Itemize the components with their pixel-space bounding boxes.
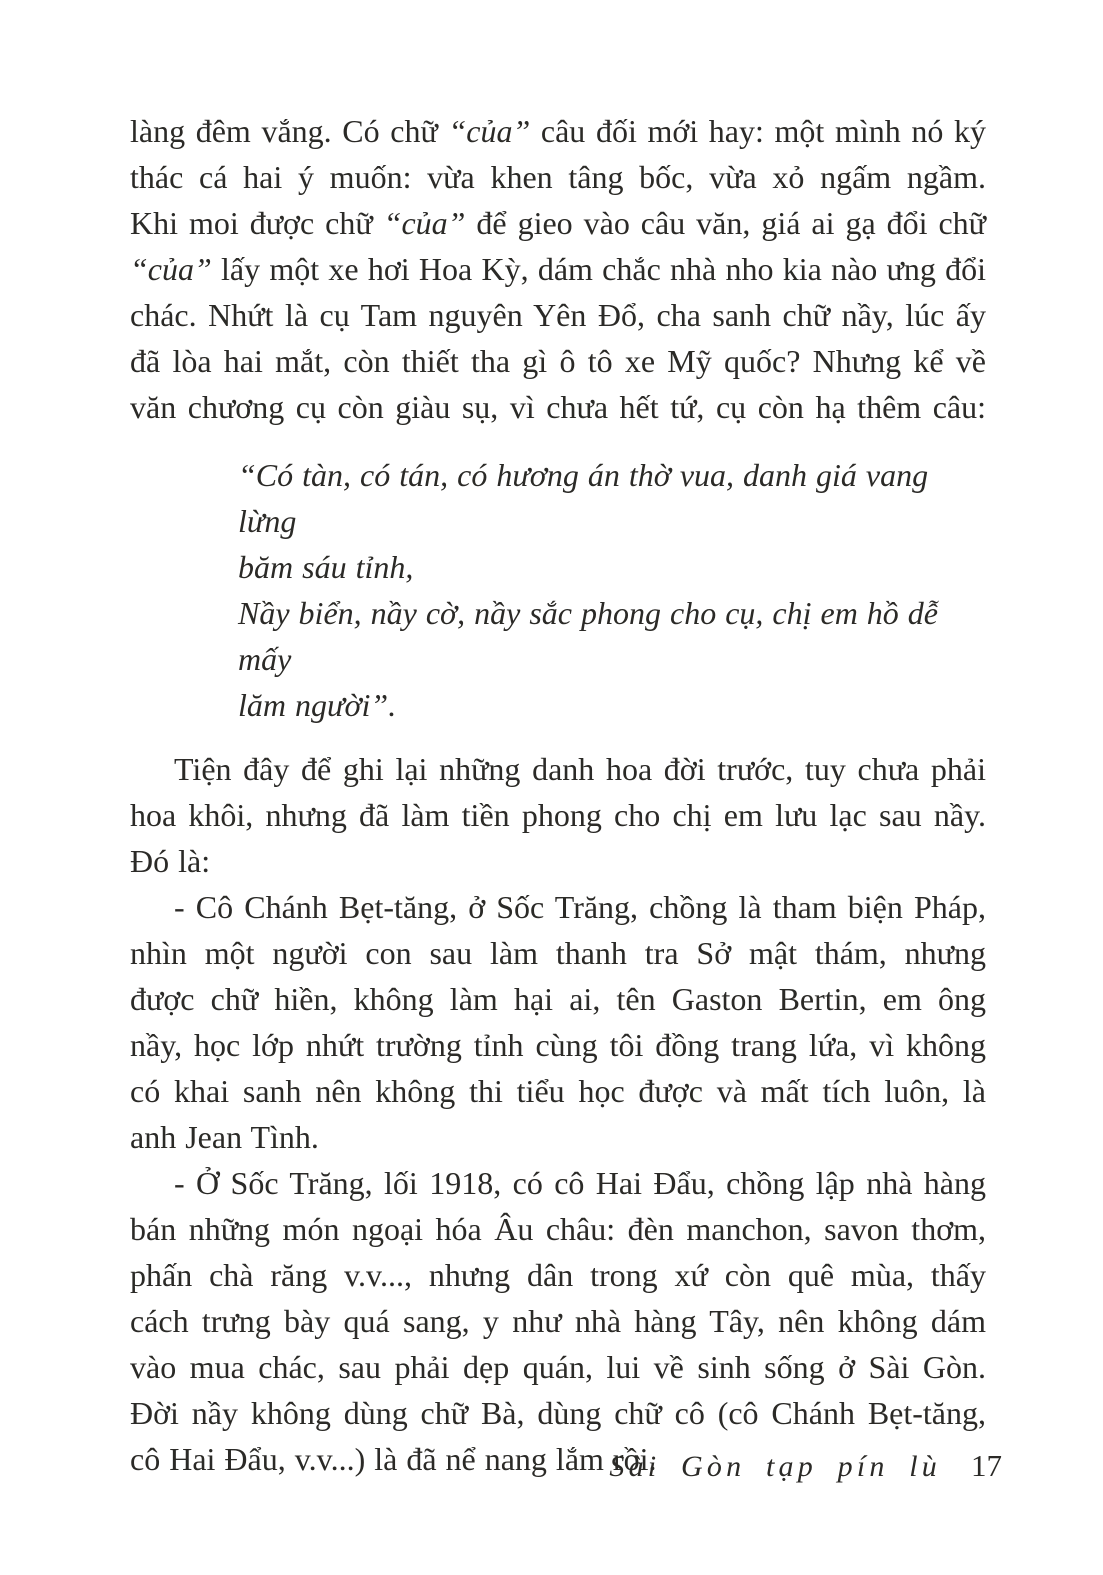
text-line xyxy=(130,1298,986,1344)
text-segment: để gieo vào câu văn, giá ai gạ đổi chữ xyxy=(465,205,987,241)
text-line xyxy=(130,1252,986,1298)
text-line xyxy=(130,792,986,838)
text-segment: nầy, học lớp nhứt trường tỉnh cùng tôi đồng trang lứa, vì không xyxy=(130,1027,986,1063)
text-line xyxy=(130,154,986,200)
text-line xyxy=(130,200,986,246)
text-segment: văn chương cụ còn giàu sụ, vì chưa hết tứ, cụ còn hạ thêm câu: xyxy=(130,389,986,425)
text-segment: câu đối mới hay: một mình nó ký xyxy=(530,113,987,149)
text-segment: phấn chà răng v.v..., nhưng dân trong xứ còn quê mùa, thấy xyxy=(130,1257,986,1293)
text-line xyxy=(130,1160,986,1206)
text-segment: thác cá hai ý muốn: vừa khen tâng bốc, vừa xỏ ngấm ngầm. xyxy=(130,159,986,195)
text-segment: cách trưng bày quá sang, y như nhà hàng Tây, nên không dám xyxy=(130,1303,986,1339)
text-line xyxy=(130,1068,986,1114)
paragraph xyxy=(130,746,986,884)
text-line xyxy=(130,384,986,430)
emphasized-text: “của” xyxy=(130,251,212,287)
text-line xyxy=(130,1114,986,1160)
page-number: 17 xyxy=(971,1448,1002,1483)
text-segment: hoa khôi, nhưng đã làm tiền phong cho chị em lưu lạc sau nầy. xyxy=(130,797,986,833)
text-line xyxy=(130,838,986,884)
text-segment: - Cô Chánh Bẹt-tăng, ở Sốc Trăng, chồng là tham biện Pháp, xyxy=(174,889,986,925)
text-segment: nhìn một người con sau làm thanh tra Sở mật thám, nhưng xyxy=(130,935,986,971)
text-segment: - Ở Sốc Trăng, lối 1918, có cô Hai Đẩu, chồng lập nhà hàng xyxy=(174,1165,986,1201)
body-text xyxy=(130,108,986,1482)
text-line xyxy=(130,1344,986,1390)
text-line xyxy=(238,452,986,544)
text-segment: Đó là: xyxy=(130,843,211,879)
emphasized-text: “của” xyxy=(448,113,531,149)
page-footer xyxy=(130,1446,1002,1487)
text-line xyxy=(130,1022,986,1068)
paragraph xyxy=(130,1160,986,1482)
text-segment: lăm người”. xyxy=(238,687,397,723)
text-segment: anh Jean Tình. xyxy=(130,1119,319,1155)
text-line xyxy=(238,544,986,590)
text-line xyxy=(130,338,986,384)
text-segment: có khai sanh nên không thi tiểu học được và mất tích luôn, là xyxy=(130,1073,986,1109)
text-line xyxy=(130,292,986,338)
text-segment: Đời nầy không dùng chữ Bà, dùng chữ cô (cô Chánh Bẹt-tăng, xyxy=(130,1395,986,1431)
text-segment: đã lòa hai mắt, còn thiết tha gì ô tô xe Mỹ quốc? Nhưng kể về xyxy=(130,343,986,379)
text-line xyxy=(130,1390,986,1436)
text-segment: cô Hai Đẩu, v.v...) là đã nể nang lắm rồi. xyxy=(130,1441,657,1477)
emphasized-text: “của” xyxy=(383,205,466,241)
text-line xyxy=(238,682,986,728)
paragraph xyxy=(130,108,986,430)
text-segment: vào mua chác, sau phải dẹp quán, lui về sinh sống ở Sài Gòn. xyxy=(130,1349,986,1385)
text-segment: Khi moi được chữ xyxy=(130,205,384,241)
text-segment: lấy một xe hơi Hoa Kỳ, dám chắc nhà nho kia nào ưng đổi xyxy=(211,251,986,287)
text-segment: làng đêm vắng. Có chữ xyxy=(130,113,449,149)
text-segment: Nầy biển, nầy cờ, nầy sắc phong cho cụ, chị em hồ dễ mấy xyxy=(238,595,938,677)
text-segment: Tiện đây để ghi lại những danh hoa đời trước, tuy chưa phải xyxy=(174,751,986,787)
text-segment: bán những món ngoại hóa Âu châu: đèn manchon, savon thơm, xyxy=(130,1211,986,1247)
text-line xyxy=(130,976,986,1022)
text-line xyxy=(130,246,986,292)
paragraph xyxy=(130,884,986,1160)
text-line xyxy=(130,746,986,792)
text-line xyxy=(130,1206,986,1252)
text-segment: băm sáu tỉnh, xyxy=(238,549,414,585)
text-line xyxy=(130,930,986,976)
verse-quote xyxy=(130,452,986,728)
text-segment: “Có tàn, có tán, có hương án thờ vua, danh giá vang lừng xyxy=(238,457,929,539)
text-segment: được chữ hiền, không làm hại ai, tên Gaston Bertin, em ông xyxy=(130,981,986,1017)
text-line xyxy=(130,108,986,154)
text-segment: chác. Nhứt là cụ Tam nguyên Yên Đổ, cha sanh chữ nầy, lúc ấy xyxy=(130,297,986,333)
text-line xyxy=(130,884,986,930)
text-line xyxy=(238,590,986,682)
running-book-title: Sài Gòn tạp pín lù xyxy=(609,1450,941,1483)
